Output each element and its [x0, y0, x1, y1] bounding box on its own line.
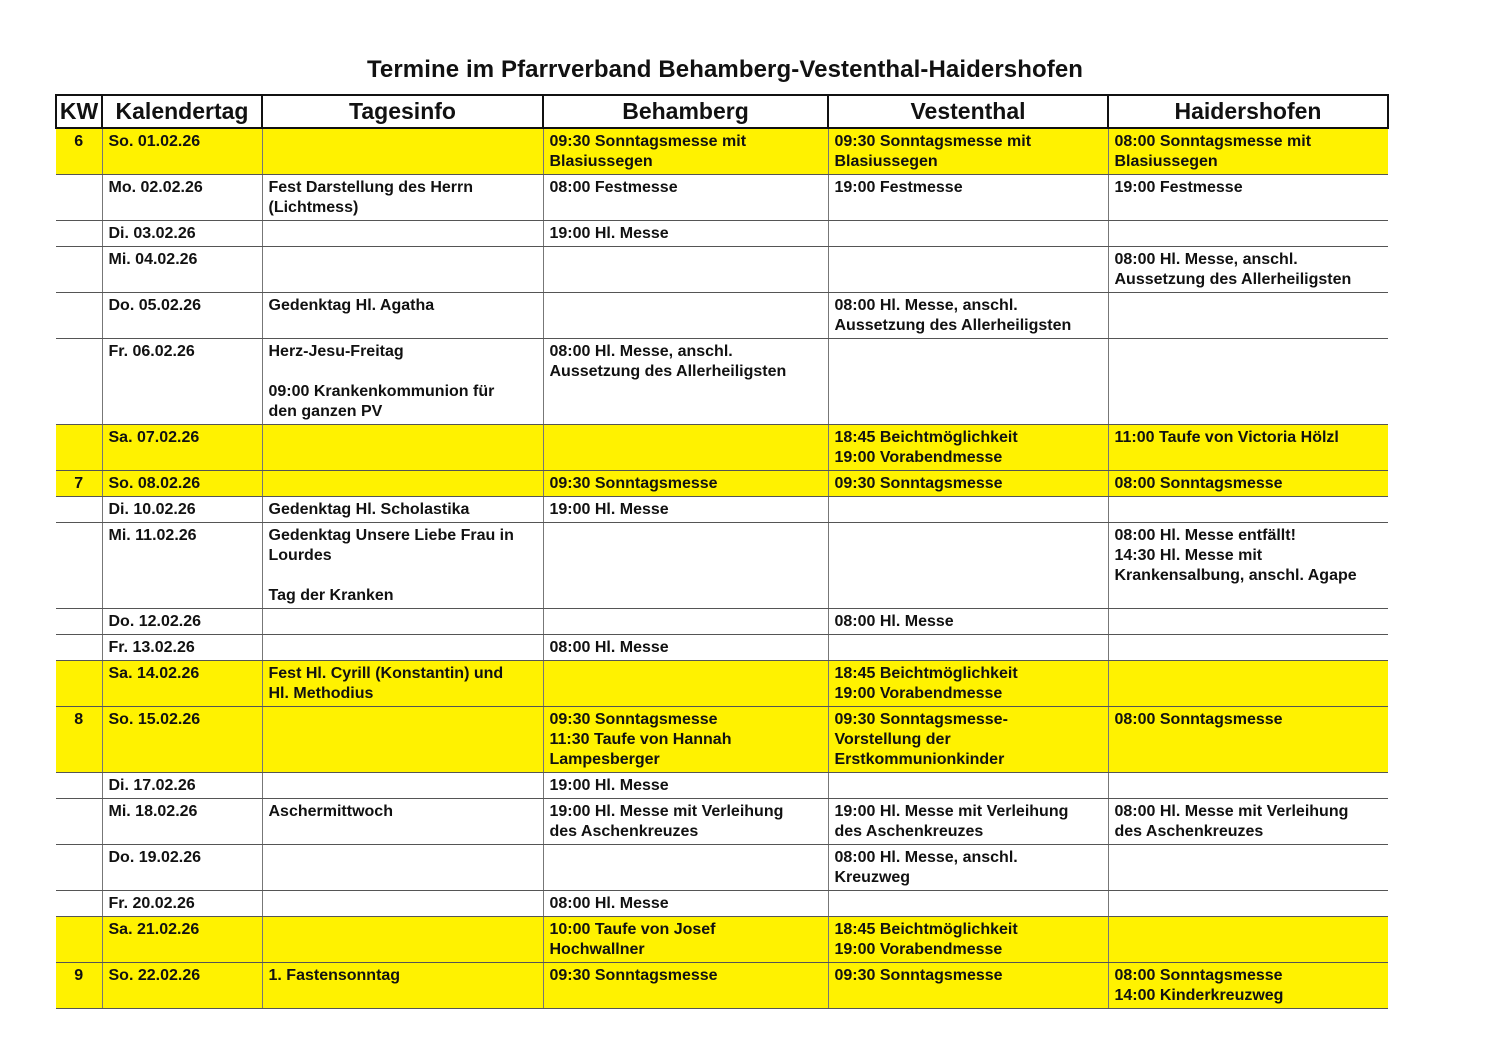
kw-cell [56, 425, 102, 471]
behamberg-cell [543, 609, 828, 635]
haidershofen-cell-text: 08:00 Sonntagsmesse 14:00 Kinderkreuzweg [1114, 967, 1284, 1004]
vestenthal-cell [828, 425, 1108, 471]
info-cell [262, 128, 543, 175]
info-cell [262, 917, 543, 963]
haidershofen-cell [1108, 799, 1388, 845]
day-cell-text: Sa. 07.02.26 [108, 429, 200, 446]
behamberg-cell [543, 661, 828, 707]
info-cell [262, 609, 543, 635]
info-cell-text: 1. Fastensonntag [268, 967, 401, 984]
kw-cell [56, 609, 102, 635]
table-row [56, 845, 1388, 891]
haidershofen-cell [1108, 891, 1388, 917]
haidershofen-cell [1108, 773, 1388, 799]
info-cell [262, 175, 543, 221]
table-row [56, 661, 1388, 707]
vestenthal-cell [828, 293, 1108, 339]
behamberg-cell-text: 19:00 Hl. Messe [549, 225, 669, 242]
table-row [56, 707, 1388, 773]
info-cell [262, 773, 543, 799]
kw-cell [56, 497, 102, 523]
haidershofen-cell [1108, 609, 1388, 635]
table-row [56, 175, 1388, 221]
behamberg-cell-text: 09:30 Sonntagsmesse [549, 967, 718, 984]
day-cell [102, 773, 262, 799]
table-row [56, 773, 1388, 799]
behamberg-cell [543, 523, 828, 609]
vestenthal-cell [828, 471, 1108, 497]
haidershofen-cell [1108, 247, 1388, 293]
behamberg-cell-text: 19:00 Hl. Messe [549, 777, 669, 794]
kw-cell [56, 635, 102, 661]
day-cell-text: Sa. 21.02.26 [108, 921, 200, 938]
day-cell [102, 707, 262, 773]
table-row [56, 497, 1388, 523]
info-cell [262, 523, 543, 609]
table-row [56, 891, 1388, 917]
day-cell [102, 339, 262, 425]
day-cell [102, 609, 262, 635]
day-cell-text: Fr. 13.02.26 [108, 639, 195, 656]
day-cell [102, 175, 262, 221]
haidershofen-cell [1108, 175, 1388, 221]
header-behamberg: Behamberg [543, 95, 828, 128]
day-cell-text: Mi. 11.02.26 [108, 527, 197, 544]
vestenthal-cell [828, 128, 1108, 175]
day-cell-text: Fr. 06.02.26 [108, 343, 195, 360]
behamberg-cell [543, 471, 828, 497]
table-row [56, 247, 1388, 293]
table-row [56, 523, 1388, 609]
behamberg-cell [543, 799, 828, 845]
behamberg-cell [543, 128, 828, 175]
vestenthal-cell [828, 799, 1108, 845]
vestenthal-cell [828, 523, 1108, 609]
vestenthal-cell [828, 963, 1108, 1009]
behamberg-cell-text: 19:00 Hl. Messe mit Verleihung des Aschenkreuzes [549, 803, 784, 840]
haidershofen-cell-text: 08:00 Hl. Messe, anschl. Aussetzung des Allerheiligsten [1114, 251, 1352, 288]
info-cell-text: Aschermittwoch [268, 803, 393, 820]
header-info: Tagesinfo [262, 95, 543, 128]
haidershofen-cell [1108, 221, 1388, 247]
table-row [56, 917, 1388, 963]
page-title: Termine im Pfarrverband Behamberg-Vestenthal-Haidershofen [366, 56, 1084, 83]
info-cell-text: Gedenktag Hl. Scholastika [268, 501, 470, 518]
info-cell [262, 963, 543, 1009]
vestenthal-cell [828, 221, 1108, 247]
day-cell-text: So. 22.02.26 [108, 967, 201, 984]
day-cell-text: Do. 12.02.26 [108, 613, 201, 630]
info-cell [262, 425, 543, 471]
haidershofen-cell [1108, 917, 1388, 963]
header-kw: KW [56, 95, 102, 128]
vestenthal-cell-text: 09:30 Sonntagsmesse [834, 475, 1003, 492]
info-cell [262, 293, 543, 339]
haidershofen-cell-text: 08:00 Sonntagsmesse [1114, 711, 1283, 728]
kw-cell [56, 707, 102, 773]
vestenthal-cell-text: 18:45 Beichtmöglichkeit 19:00 Vorabendmesse [834, 665, 1018, 702]
info-cell [262, 247, 543, 293]
behamberg-cell-text: 19:00 Hl. Messe [549, 501, 669, 518]
info-cell [262, 635, 543, 661]
day-cell [102, 635, 262, 661]
kw-cell [56, 175, 102, 221]
kw-cell [56, 845, 102, 891]
kw-cell [56, 247, 102, 293]
table-row [56, 799, 1388, 845]
behamberg-cell [543, 497, 828, 523]
day-cell [102, 471, 262, 497]
info-cell [262, 497, 543, 523]
table-row [56, 609, 1388, 635]
day-cell-text: Di. 10.02.26 [108, 501, 196, 518]
behamberg-cell [543, 175, 828, 221]
vestenthal-cell-text: 19:00 Festmesse [834, 179, 963, 196]
info-cell [262, 661, 543, 707]
haidershofen-cell-text: 19:00 Festmesse [1114, 179, 1243, 196]
haidershofen-cell [1108, 497, 1388, 523]
vestenthal-cell-text: 18:45 Beichtmöglichkeit 19:00 Vorabendmesse [834, 429, 1018, 466]
day-cell [102, 221, 262, 247]
info-cell-text: Gedenktag Hl. Agatha [268, 297, 435, 314]
header-vestenthal: Vestenthal [828, 95, 1108, 128]
kw-cell [56, 963, 102, 1009]
day-cell [102, 425, 262, 471]
day-cell-text: So. 01.02.26 [108, 133, 201, 150]
behamberg-cell [543, 891, 828, 917]
table-row [56, 963, 1388, 1009]
kw-cell [56, 523, 102, 609]
kw-cell [56, 339, 102, 425]
vestenthal-cell-text: 09:30 Sonntagsmesse- Vorstellung der Erstkommunionkinder [834, 711, 1008, 768]
behamberg-cell-text: 08:00 Festmesse [549, 179, 678, 196]
table-row [56, 339, 1388, 425]
table-row [56, 128, 1388, 175]
info-cell-text: Gedenktag Unsere Liebe Frau in Lourdes [268, 527, 514, 564]
haidershofen-cell [1108, 293, 1388, 339]
haidershofen-cell [1108, 425, 1388, 471]
vestenthal-cell-text: 19:00 Hl. Messe mit Verleihung des Aschenkreuzes [834, 803, 1069, 840]
behamberg-cell [543, 247, 828, 293]
header-haidershofen: Haidershofen [1108, 95, 1388, 128]
behamberg-cell [543, 221, 828, 247]
kw-cell-text: 7 [74, 475, 84, 492]
haidershofen-cell [1108, 523, 1388, 609]
haidershofen-cell [1108, 128, 1388, 175]
vestenthal-cell [828, 635, 1108, 661]
vestenthal-cell [828, 339, 1108, 425]
day-cell [102, 293, 262, 339]
info-cell-extra-text: Tag der Kranken [268, 587, 394, 604]
behamberg-cell-text: 08:00 Hl. Messe [549, 639, 669, 656]
kw-cell [56, 293, 102, 339]
vestenthal-cell-text: 18:45 Beichtmöglichkeit 19:00 Vorabendmesse [834, 921, 1018, 958]
behamberg-cell [543, 963, 828, 1009]
haidershofen-cell [1108, 963, 1388, 1009]
behamberg-cell [543, 339, 828, 425]
day-cell-text: So. 15.02.26 [108, 711, 201, 728]
vestenthal-cell [828, 773, 1108, 799]
day-cell [102, 128, 262, 175]
vestenthal-cell [828, 609, 1108, 635]
day-cell-text: Di. 03.02.26 [108, 225, 196, 242]
info-cell [262, 799, 543, 845]
behamberg-cell [543, 917, 828, 963]
info-cell [262, 891, 543, 917]
kw-cell [56, 891, 102, 917]
behamberg-cell [543, 425, 828, 471]
behamberg-cell [543, 707, 828, 773]
vestenthal-cell [828, 891, 1108, 917]
vestenthal-cell-text: 09:30 Sonntagsmesse [834, 967, 1003, 984]
haidershofen-cell [1108, 339, 1388, 425]
header-row [56, 95, 1388, 128]
table-row [56, 635, 1388, 661]
table-row [56, 471, 1388, 497]
behamberg-cell-text: 10:00 Taufe von Josef Hochwallner [549, 921, 716, 958]
kw-cell-text: 8 [74, 711, 84, 728]
schedule-table [55, 94, 1389, 1009]
day-cell-text: Fr. 20.02.26 [108, 895, 195, 912]
day-cell-text: Mi. 18.02.26 [108, 803, 198, 820]
info-cell [262, 339, 543, 425]
kw-cell [56, 128, 102, 175]
vestenthal-cell-text: 09:30 Sonntagsmesse mit Blasiussegen [834, 133, 1032, 170]
day-cell [102, 891, 262, 917]
day-cell-text: Do. 19.02.26 [108, 849, 201, 866]
day-cell-text: Mi. 04.02.26 [108, 251, 198, 268]
day-cell-text: So. 08.02.26 [108, 475, 201, 492]
kw-cell [56, 661, 102, 707]
kw-cell [56, 799, 102, 845]
haidershofen-cell-text: 08:00 Hl. Messe entfällt! 14:30 Hl. Messe mit Krankensalbung, anschl. Agape [1114, 527, 1357, 584]
info-cell [262, 471, 543, 497]
haidershofen-cell [1108, 471, 1388, 497]
day-cell [102, 799, 262, 845]
vestenthal-cell [828, 917, 1108, 963]
day-cell [102, 917, 262, 963]
day-cell-text: Mo. 02.02.26 [108, 179, 203, 196]
header-day: Kalendertag [102, 95, 262, 128]
haidershofen-cell-text: 08:00 Sonntagsmesse mit Blasiussegen [1114, 133, 1312, 170]
haidershofen-cell-text: 11:00 Taufe von Victoria Hölzl [1114, 429, 1339, 446]
day-cell [102, 963, 262, 1009]
behamberg-cell-text: 09:30 Sonntagsmesse mit Blasiussegen [549, 133, 747, 170]
day-cell [102, 523, 262, 609]
behamberg-cell-text: 08:00 Hl. Messe [549, 895, 669, 912]
vestenthal-cell [828, 661, 1108, 707]
kw-cell [56, 773, 102, 799]
kw-cell [56, 471, 102, 497]
info-cell [262, 845, 543, 891]
vestenthal-cell-text: 08:00 Hl. Messe [834, 613, 954, 630]
behamberg-cell [543, 635, 828, 661]
behamberg-cell-text: 09:30 Sonntagsmesse [549, 475, 718, 492]
info-cell-text: Fest Hl. Cyrill (Konstantin) und Hl. Methodius [268, 665, 504, 702]
day-cell [102, 661, 262, 707]
info-cell-text: Herz-Jesu-Freitag [268, 343, 404, 360]
vestenthal-cell [828, 247, 1108, 293]
vestenthal-cell-text: 08:00 Hl. Messe, anschl. Kreuzweg [834, 849, 1018, 886]
day-cell-text: Sa. 14.02.26 [108, 665, 200, 682]
haidershofen-cell [1108, 661, 1388, 707]
kw-cell-text: 6 [74, 133, 84, 150]
haidershofen-cell [1108, 707, 1388, 773]
day-cell-text: Di. 17.02.26 [108, 777, 196, 794]
day-cell [102, 247, 262, 293]
info-cell-extra-text: 09:00 Krankenkommunion für den ganzen PV [268, 383, 495, 420]
kw-cell [56, 221, 102, 247]
behamberg-cell [543, 773, 828, 799]
info-cell [262, 221, 543, 247]
haidershofen-cell-text: 08:00 Hl. Messe mit Verleihung des Aschenkreuzes [1114, 803, 1349, 840]
table-row [56, 293, 1388, 339]
kw-cell [56, 917, 102, 963]
day-cell [102, 845, 262, 891]
vestenthal-cell-text: 08:00 Hl. Messe, anschl. Aussetzung des Allerheiligsten [834, 297, 1072, 334]
day-cell [102, 497, 262, 523]
vestenthal-cell [828, 707, 1108, 773]
behamberg-cell [543, 845, 828, 891]
kw-cell-text: 9 [74, 967, 84, 984]
haidershofen-cell [1108, 845, 1388, 891]
info-cell-text: Fest Darstellung des Herrn (Lichtmess) [268, 179, 473, 216]
haidershofen-cell-text: 08:00 Sonntagsmesse [1114, 475, 1283, 492]
info-cell [262, 707, 543, 773]
haidershofen-cell [1108, 635, 1388, 661]
behamberg-cell-text: 09:30 Sonntagsmesse 11:30 Taufe von Hannah Lampesberger [549, 711, 732, 768]
behamberg-cell [543, 293, 828, 339]
behamberg-cell-text: 08:00 Hl. Messe, anschl. Aussetzung des Allerheiligsten [549, 343, 787, 380]
table-row [56, 221, 1388, 247]
vestenthal-cell [828, 175, 1108, 221]
day-cell-text: Do. 05.02.26 [108, 297, 201, 314]
vestenthal-cell [828, 845, 1108, 891]
table-row [56, 425, 1388, 471]
vestenthal-cell [828, 497, 1108, 523]
